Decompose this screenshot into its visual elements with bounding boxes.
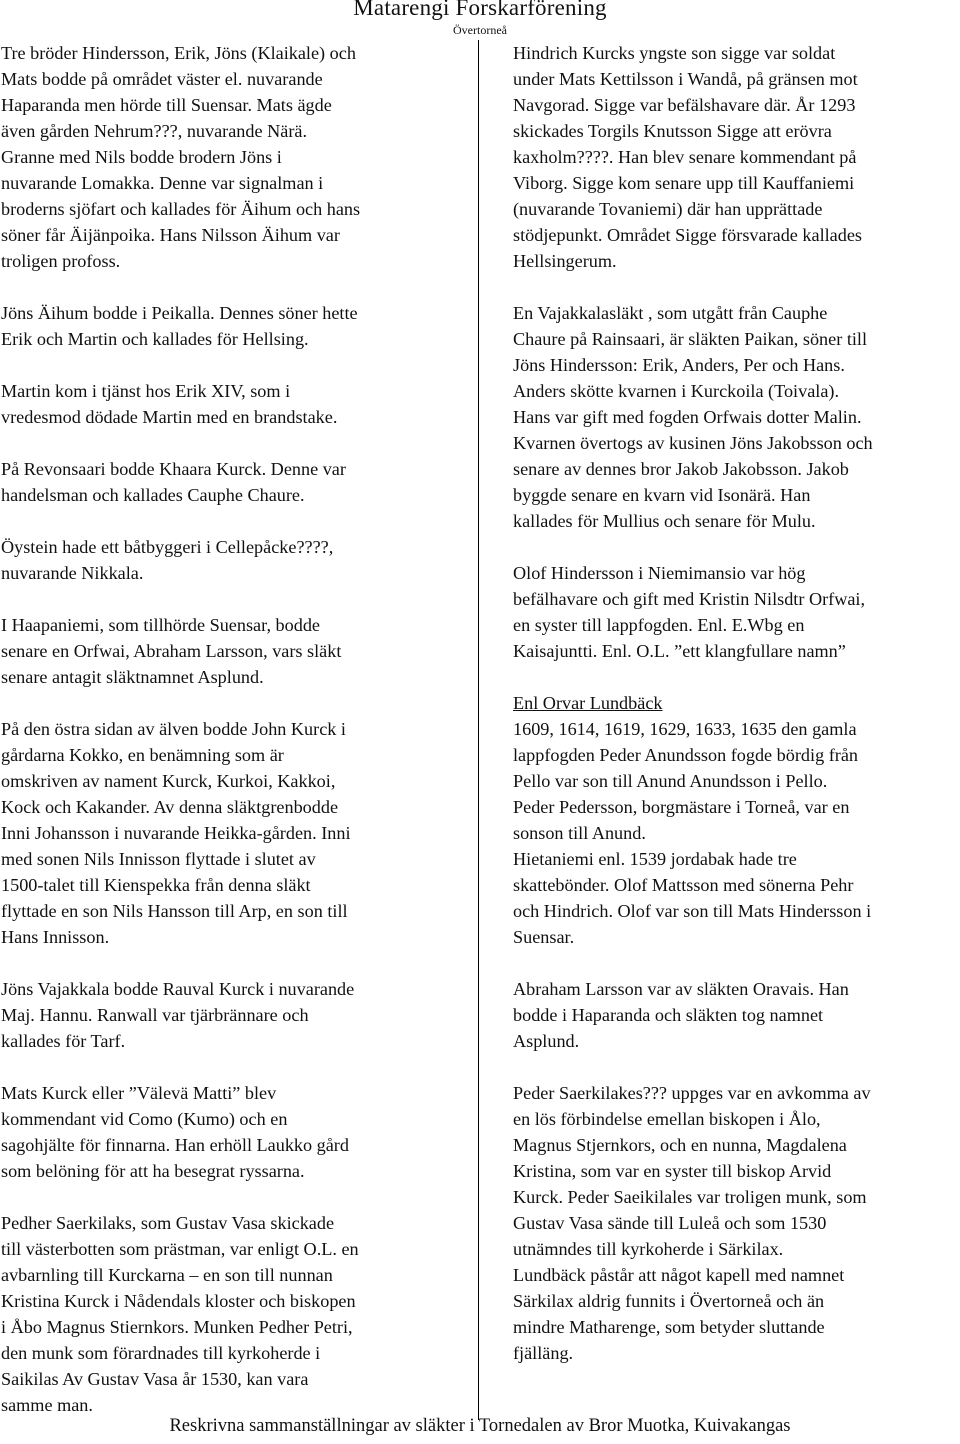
page-subtitle: Övertorneå bbox=[453, 23, 507, 37]
text-line: troligen profoss. bbox=[1, 251, 121, 271]
text-line: Hellsingerum. bbox=[513, 251, 617, 271]
page-title: Matarengi Forskarförening bbox=[353, 0, 607, 20]
text-line: i Åbo Magnus Stiernkors. Munken Pedher Petri, bbox=[1, 1317, 353, 1337]
text-line: Hans Innisson. bbox=[1, 927, 110, 947]
text-line: även gården Nehrum???, nuvarande Närä. bbox=[1, 121, 307, 141]
text-line: Jöns Äihum bodde i Peikalla. Dennes söner hette bbox=[1, 303, 358, 323]
text-line: Kvarnen övertogs av kusinen Jöns Jakobsson och bbox=[513, 433, 873, 453]
text-line: senare antagit släktnamnet Asplund. bbox=[1, 667, 264, 687]
text-line: gårdarna Kokko, en benämning som är bbox=[1, 745, 284, 765]
text-line: Kock och Kakander. Av denna släktgrenbodde bbox=[1, 797, 339, 817]
text-line: och Hindrich. Olof var son till Mats Hindersson i bbox=[513, 901, 872, 921]
text-line: På den östra sidan av älven bodde John Kurck i bbox=[1, 719, 346, 739]
text-line: Jöns Hindersson: Erik, Anders, Per och Hans. bbox=[513, 355, 845, 375]
text-line: Jöns Vajakkala bodde Rauval Kurck i nuvarande bbox=[1, 979, 355, 999]
text-line: den munk som förardnades till kyrkoherde i bbox=[1, 1343, 321, 1363]
text-line: Hindrich Kurcks yngste son sigge var soldat bbox=[513, 43, 836, 63]
text-line: Martin kom i tjänst hos Erik XIV, som i bbox=[1, 381, 291, 401]
text-line: skattebönder. Olof Mattsson med sönerna Pehr bbox=[513, 875, 854, 895]
text-line: (nuvarande Tovaniemi) där han upprättade bbox=[513, 199, 823, 219]
text-line: I Haapaniemi, som tillhörde Suensar, bodde bbox=[1, 615, 320, 635]
text-line: Magnus Stjernkors, och en nunna, Magdalena bbox=[513, 1135, 847, 1155]
paragraph bbox=[513, 1080, 960, 1366]
column-divider bbox=[478, 40, 479, 1420]
right-column bbox=[513, 40, 960, 1392]
text-line: Pedher Saerkilaks, som Gustav Vasa skickade bbox=[1, 1213, 335, 1233]
paragraph bbox=[1, 976, 471, 1054]
text-line: Hans var gift med fogden Orfwais dotter Malin. bbox=[513, 407, 862, 427]
paragraph bbox=[513, 690, 960, 950]
text-line: Navgorad. Sigge var befälshavare där. År 1293 bbox=[513, 95, 856, 115]
text-line: kommendant vid Como (Kumo) och en bbox=[1, 1109, 288, 1129]
text-line: Hietaniemi enl. 1539 jordabak hade tre bbox=[513, 849, 797, 869]
text-line: En Vajakkalasläkt , som utgått från Cauphe bbox=[513, 303, 828, 323]
text-line: lappfogden Peder Anundsson fogde bördig från bbox=[513, 745, 858, 765]
text-line: Peder Pedersson, borgmästare i Torneå, var en bbox=[513, 797, 850, 817]
text-line: Mats bodde på området väster el. nuvarande bbox=[1, 69, 323, 89]
paragraph bbox=[1, 40, 471, 274]
text-line: Saikilas Av Gustav Vasa år 1530, kan vara bbox=[1, 1369, 309, 1389]
text-line: Maj. Hannu. Ranwall var tjärbrännare och bbox=[1, 1005, 309, 1025]
paragraph bbox=[1, 1080, 471, 1184]
text-line: Kristina, som var en syster till biskop Arvid bbox=[513, 1161, 832, 1181]
text-line: Pello var son till Anund Anundsson i Pello. bbox=[513, 771, 828, 791]
text-line: Granne med Nils bodde brodern Jöns i bbox=[1, 147, 282, 167]
text-line: Asplund. bbox=[513, 1031, 580, 1051]
text-line: flyttade en son Nils Hansson till Arp, en son till bbox=[1, 901, 348, 921]
text-line: senare en Orfwai, Abraham Larsson, vars släkt bbox=[1, 641, 342, 661]
text-line: handelsman och kallades Cauphe Chaure. bbox=[1, 485, 305, 505]
paragraph bbox=[513, 40, 960, 274]
text-line: Mats Kurck eller ”Välevä Matti” blev bbox=[1, 1083, 277, 1103]
paragraph bbox=[1, 534, 471, 586]
text-line: byggde senare en kvarn vid Isonärä. Han bbox=[513, 485, 811, 505]
text-line: kaxholm????. Han blev senare kommendant på bbox=[513, 147, 857, 167]
paragraph bbox=[1, 1210, 471, 1418]
text-line: bodde i Haparanda och släkten tog namnet bbox=[513, 1005, 824, 1025]
paragraph bbox=[1, 378, 471, 430]
text-line: fjälläng. bbox=[513, 1343, 574, 1363]
paragraph bbox=[513, 976, 960, 1054]
paragraph bbox=[1, 300, 471, 352]
text-line: Inni Johansson i nuvarande Heikka-gården. Inni bbox=[1, 823, 351, 843]
text-line: Öystein hade ett båtbyggeri i Cellepåcke????, bbox=[1, 537, 334, 557]
paragraph bbox=[1, 716, 471, 950]
text-line: 1609, 1614, 1619, 1629, 1633, 1635 den gamla bbox=[513, 719, 857, 739]
text-line: broderns sjöfart och kallades för Äihum och hans bbox=[1, 199, 361, 219]
page-footer: Reskrivna sammanställningar av släkter i Tornedalen av Bror Muotka, Kuivakangas bbox=[169, 1416, 791, 1436]
paragraph bbox=[1, 612, 471, 690]
text-line: sonson till Anund. bbox=[513, 823, 646, 843]
text-line: Abraham Larsson var av släkten Oravais. Han bbox=[513, 979, 849, 999]
text-line: under Mats Kettilsson i Wandå, på gränsen mot bbox=[513, 69, 858, 89]
text-line: söner får Äijänpoika. Hans Nilsson Äihum var bbox=[1, 225, 340, 245]
text-line: Kaisajuntti. Enl. O.L. ”ett klangfullare namn” bbox=[513, 641, 846, 661]
text-line: skickades Torgils Knutsson Sigge att erövra bbox=[513, 121, 832, 141]
text-line: Särkilax aldrig funnits i Övertorneå och än bbox=[513, 1291, 825, 1311]
text-line: omskriven av nament Kurck, Kurkoi, Kakkoi, bbox=[1, 771, 336, 791]
text-line: Viborg. Sigge kom senare upp till Kauffaniemi bbox=[513, 173, 855, 193]
text-line: Peder Saerkilakes??? uppges var en avkomma av bbox=[513, 1083, 871, 1103]
text-line: avbarnling till Kurckarna – en son till nunnan bbox=[1, 1265, 333, 1285]
text-line: kallades för Tarf. bbox=[1, 1031, 126, 1051]
text-line: Chaure på Rainsaari, är släkten Paikan, söner till bbox=[513, 329, 868, 349]
text-line: stödjepunkt. Området Sigge försvarade kallades bbox=[513, 225, 862, 245]
text-line: med sonen Nils Innisson flyttade i slutet av bbox=[1, 849, 316, 869]
text-line: Erik och Martin och kallades för Hellsing. bbox=[1, 329, 309, 349]
text-line: mindre Matharenge, som betyder sluttande bbox=[513, 1317, 825, 1337]
text-line: Lundbäck påstår att något kapell med namnet bbox=[513, 1265, 845, 1285]
text-line: som belöning för att ha besegrat ryssarna. bbox=[1, 1161, 305, 1181]
left-column bbox=[1, 40, 471, 1444]
text-line: Anders skötte kvarnen i Kurckoila (Toivala). bbox=[513, 381, 839, 401]
text-line: senare av dennes bror Jakob Jakobsson. Jakob bbox=[513, 459, 849, 479]
text-line: utnämndes till kyrkoherde i Särkilax. bbox=[513, 1239, 784, 1259]
text-line: nuvarande Lomakka. Denne var signalman i bbox=[1, 173, 324, 193]
text-line: På Revonsaari bodde Khaara Kurck. Denne var bbox=[1, 459, 346, 479]
text-line: Tre bröder Hindersson, Erik, Jöns (Klaikale) och bbox=[1, 43, 356, 63]
text-line: kallades för Mullius och senare för Mulu. bbox=[513, 511, 816, 531]
paragraph bbox=[1, 456, 471, 508]
text-line: Olof Hindersson i Niemimansio var hög bbox=[513, 563, 806, 583]
text-line: sagohjälte för finnarna. Han erhöll Laukko gård bbox=[1, 1135, 349, 1155]
text-line: nuvarande Nikkala. bbox=[1, 563, 144, 583]
text-line: befälhavare och gift med Kristin Nilsdtr Orfwai, bbox=[513, 589, 866, 609]
text-line: samme man. bbox=[1, 1395, 93, 1415]
text-line: en syster till lappfogden. Enl. E.Wbg en bbox=[513, 615, 805, 635]
text-line: Kristina Kurck i Nådendals kloster och biskopen bbox=[1, 1291, 356, 1311]
text-line: till västerbotten som prästman, var enligt O.L. en bbox=[1, 1239, 359, 1259]
paragraph bbox=[513, 560, 960, 664]
text-line: Haparanda men hörde till Suensar. Mats ägde bbox=[1, 95, 332, 115]
text-line: Suensar. bbox=[513, 927, 575, 947]
text-line: vredesmod dödade Martin med en brandstake. bbox=[1, 407, 338, 427]
text-line: en lös förbindelse emellan biskopen i Ålo, bbox=[513, 1109, 821, 1129]
section-heading: Enl Orvar Lundbäck bbox=[513, 693, 663, 713]
text-line: 1500-talet till Kienspekka från denna släkt bbox=[1, 875, 311, 895]
paragraph bbox=[513, 300, 960, 534]
text-line: Kurck. Peder Saeikilales var troligen munk, som bbox=[513, 1187, 867, 1207]
text-line: Gustav Vasa sände till Luleå och som 1530 bbox=[513, 1213, 827, 1233]
